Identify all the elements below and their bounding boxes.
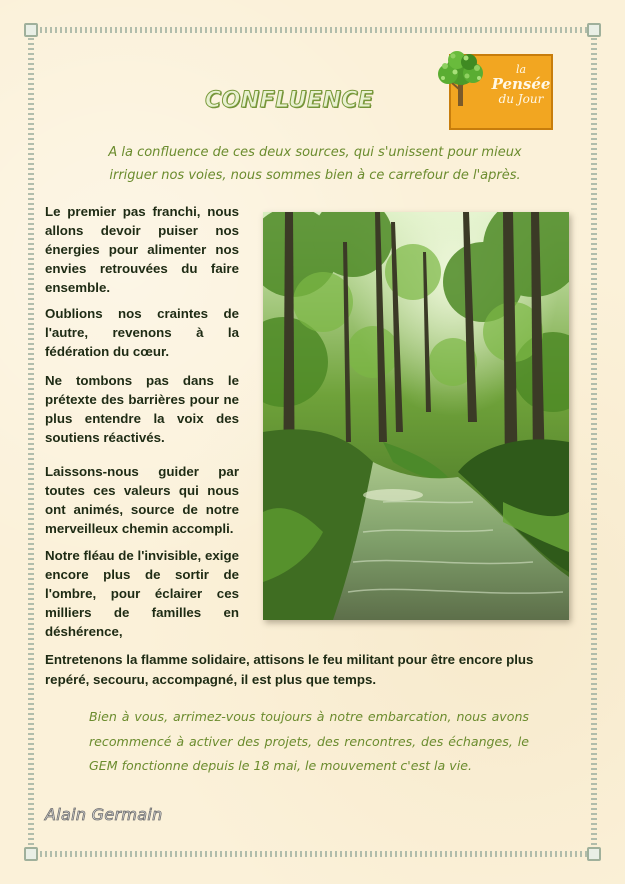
frame-corner-ornament xyxy=(587,23,601,37)
intro-text: A la confluence de ces deux sources, qui s'unissent pour mieux irriguer nos voies, nous sommes bien à ce carrefour de l'après. xyxy=(108,145,522,183)
frame-right-border xyxy=(591,33,597,851)
paragraph-1: Le premier pas franchi, nous allons devoir puiser nos énergies pour alimenter nos envies retrouvées du faire ensemble. xyxy=(45,204,239,295)
logo-line-1: la xyxy=(515,63,527,76)
tree-icon xyxy=(433,50,489,110)
solidarity-paragraph: Entretenons la flamme solidaire, attisons le feu militant pour être encore plus repéré, secouru, accompagné, il est plus que temps. xyxy=(45,652,534,687)
paragraph-5: Notre fléau de l'invisible, exige encore plus de sortir de l'ombre, pour éclairer ces milliers de familles en déshérence, xyxy=(45,548,239,639)
logo-line-3: du Jour xyxy=(498,92,544,106)
pensee-du-jour-logo xyxy=(433,50,555,132)
page-title: CONFLUENCE xyxy=(205,88,374,113)
frame-left-border xyxy=(28,33,34,851)
frame-bottom-border xyxy=(30,851,595,857)
frame-top-border xyxy=(30,27,595,33)
forest-stream-photo xyxy=(263,212,569,620)
paragraph-3: Ne tombons pas dans le prétexte des barrières pour ne plus entendre la voix des soutiens réactivés. xyxy=(45,373,239,445)
paragraph-4: Laissons-nous guider par toutes ces valeurs qui nous ont animés, source de notre merveilleux chemin accompli. xyxy=(45,464,239,536)
frame-corner-ornament xyxy=(24,847,38,861)
logo-line-2: Pensée xyxy=(491,75,551,93)
signature: Alain Germain xyxy=(45,805,163,824)
logo-text xyxy=(491,62,551,107)
frame-corner-ornament xyxy=(587,847,601,861)
frame-corner-ornament xyxy=(24,23,38,37)
closing-text: Bien à vous, arrimez-vous toujours à notre embarcation, nous avons recommencé à activer des projets, des rencontres, des échanges, le GEM fonctionne depuis le 18 mai, le mouvement c'est la vie. xyxy=(89,709,529,773)
forest-stream-illustration xyxy=(263,212,569,620)
paragraph-2: Oublions nos craintes de l'autre, revenons à la fédération du cœur. xyxy=(45,306,239,359)
